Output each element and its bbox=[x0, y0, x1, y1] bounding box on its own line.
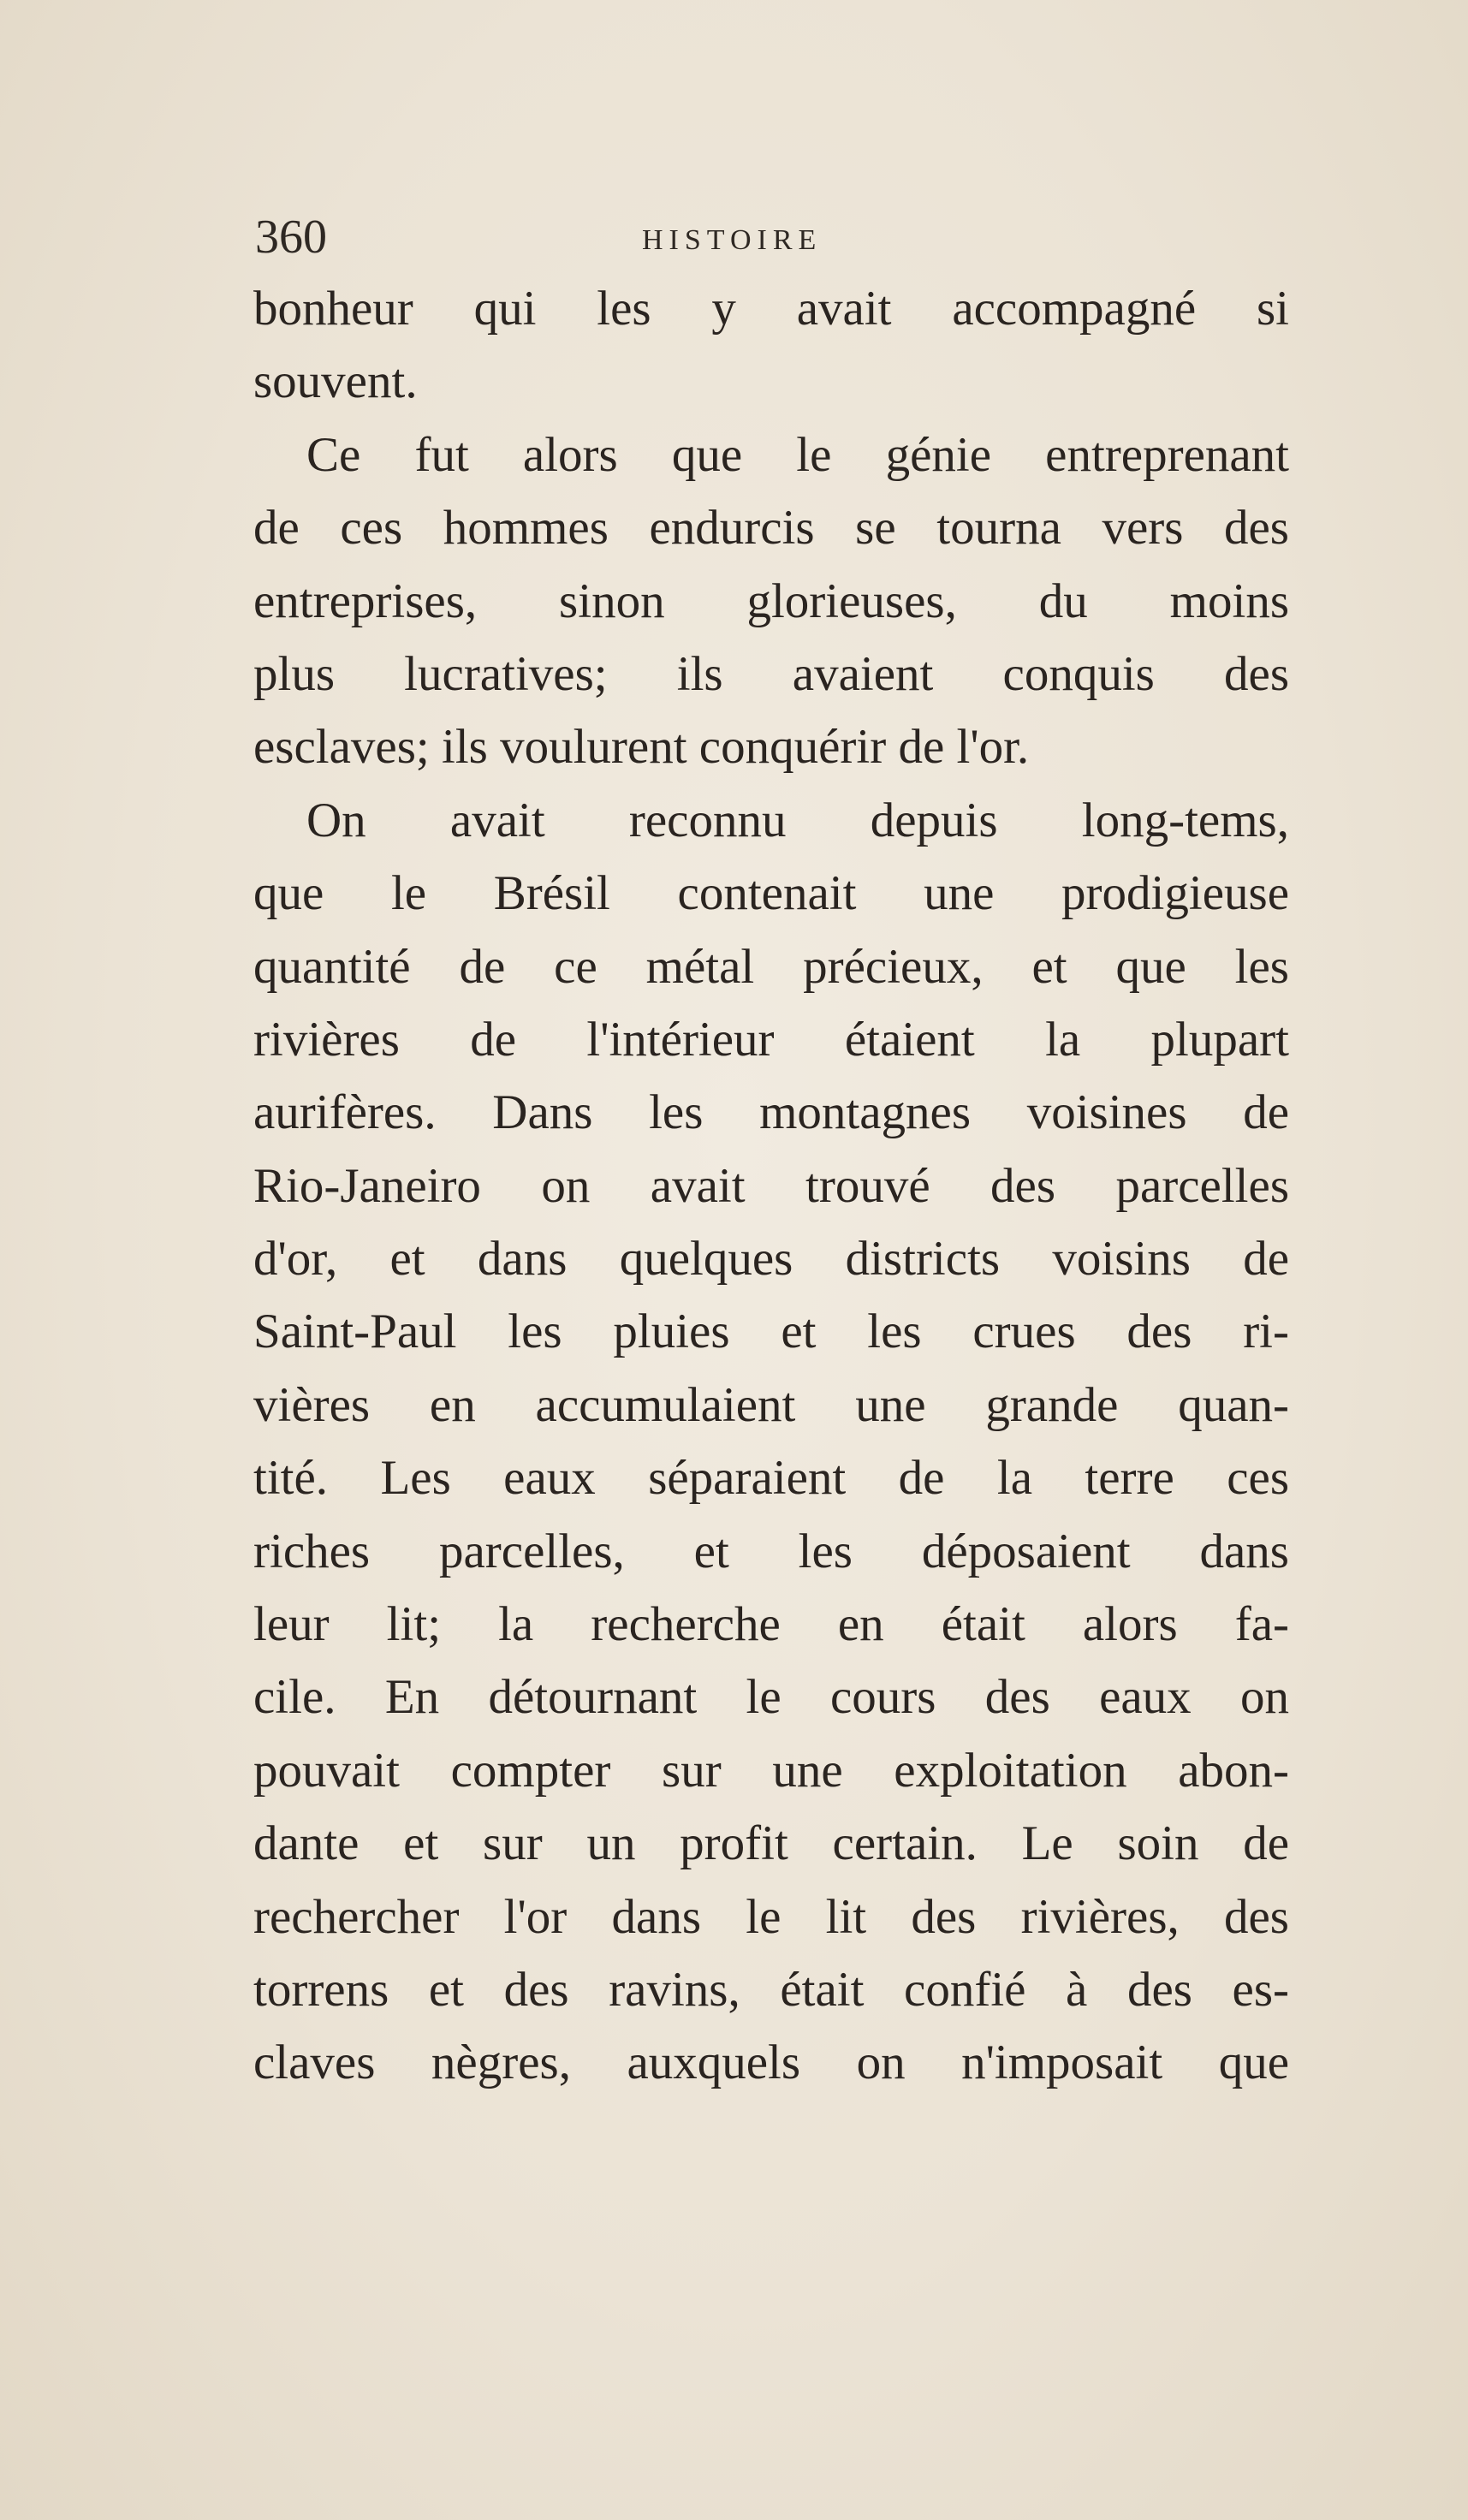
page-header bbox=[255, 207, 1282, 276]
text-line: d'or, et dans quelques districts voisins de bbox=[253, 1232, 1289, 1287]
text-line: aurifères. Dans les montagnes voisines de bbox=[253, 1085, 1289, 1140]
text-line: bonheur qui les y avait accompagné si bbox=[253, 282, 1289, 336]
text-line: rivières de l'intérieur étaient la plupart bbox=[253, 1012, 1289, 1067]
text-line: vières en accumulaient une grande quan- bbox=[253, 1377, 1289, 1432]
text-line: Rio-Janeiro on avait trouvé des parcelles bbox=[253, 1158, 1289, 1213]
text-line: Ce fut alors que le génie entreprenant bbox=[306, 427, 1289, 482]
text-line: plus lucratives; ils avaient conquis des bbox=[253, 646, 1289, 701]
text-line: esclaves; ils voulurent conquérir de l'or. bbox=[253, 720, 1030, 775]
text-line: rechercher l'or dans le lit des rivières, des bbox=[253, 1889, 1289, 1944]
text-line: que le Brésil contenait une prodigieuse bbox=[253, 866, 1289, 921]
text-line: pouvait compter sur une exploitation abon- bbox=[253, 1743, 1289, 1798]
text-line: souvent. bbox=[253, 354, 418, 409]
text-line: dante et sur un profit certain. Le soin de bbox=[253, 1816, 1289, 1871]
text-line: tité. Les eaux séparaient de la terre ces bbox=[253, 1451, 1289, 1506]
text-line: Saint-Paul les pluies et les crues des ri- bbox=[253, 1305, 1289, 1359]
page-number: 360 bbox=[255, 211, 327, 264]
text-line: cile. En détournant le cours des eaux on bbox=[253, 1670, 1289, 1725]
text-line: On avait reconnu depuis long-tems, bbox=[306, 793, 1289, 847]
text-line: claves nègres, auxquels on n'imposait que bbox=[253, 2036, 1289, 2090]
body-text bbox=[253, 272, 1289, 2100]
text-line: leur lit; la recherche en était alors fa- bbox=[253, 1597, 1289, 1652]
running-head: HISTOIRE bbox=[642, 224, 823, 256]
text-line: quantité de ce métal précieux, et que les bbox=[253, 939, 1289, 994]
text-line: entreprises, sinon glorieuses, du moins bbox=[253, 574, 1289, 628]
text-line: de ces hommes endurcis se tourna vers des bbox=[253, 501, 1289, 556]
text-line: torrens et des ravins, était confié à des es- bbox=[253, 1962, 1289, 2017]
text-line: riches parcelles, et les déposaient dans bbox=[253, 1524, 1289, 1578]
